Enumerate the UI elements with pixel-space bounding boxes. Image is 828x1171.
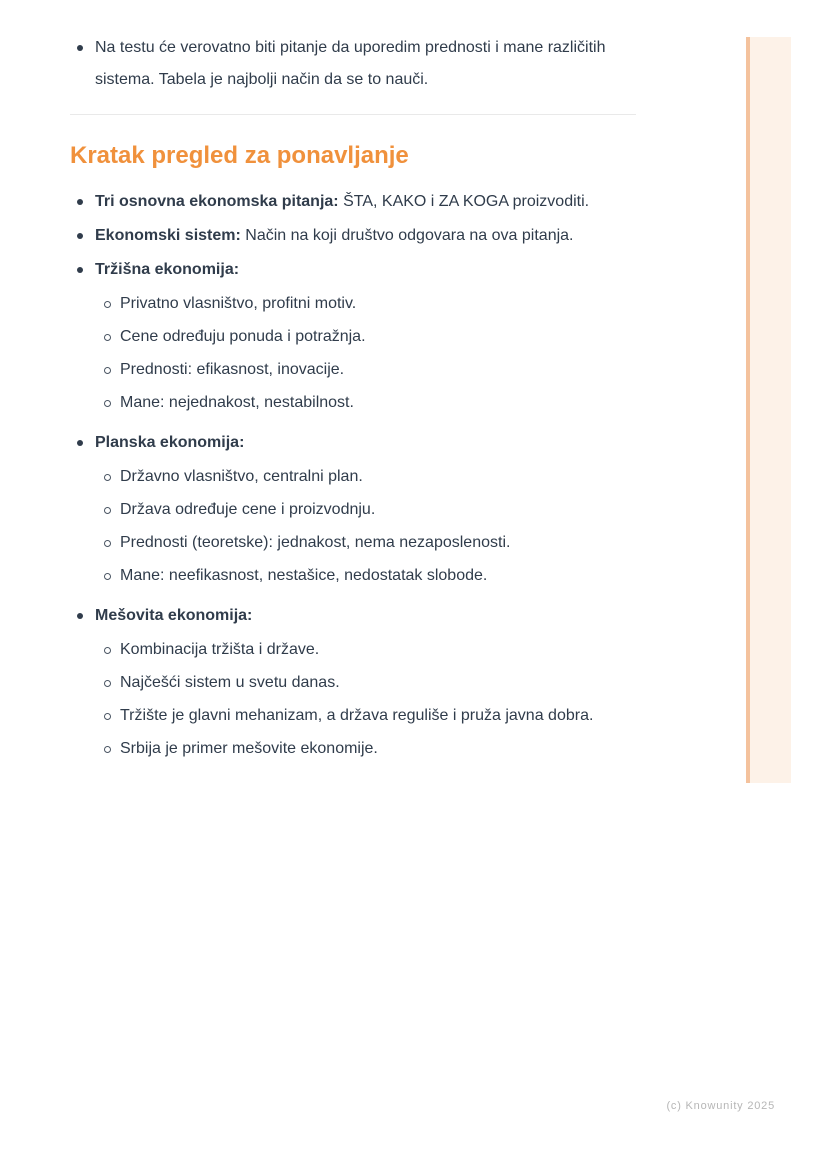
item-text: Mane: neefikasnost, nestašice, nedostatak slobode. bbox=[120, 567, 488, 584]
item-label: Planska ekonomija: bbox=[95, 434, 245, 451]
list-item bbox=[70, 634, 636, 666]
list-item bbox=[70, 427, 636, 459]
item-text: Kombinacija tržišta i države. bbox=[120, 641, 320, 658]
item-text: Mane: nejednakost, nestabilnost. bbox=[120, 394, 354, 411]
bullet-icon bbox=[77, 233, 83, 239]
item-label: Tri osnovna ekonomska pitanja: bbox=[95, 193, 339, 210]
item-text: Srbija je primer mešovite ekonomije. bbox=[120, 740, 378, 757]
circle-bullet-icon bbox=[104, 680, 111, 687]
item-label: Ekonomski sistem: bbox=[95, 227, 241, 244]
list-item bbox=[70, 667, 636, 699]
bullet-icon bbox=[77, 440, 83, 446]
circle-bullet-icon bbox=[104, 713, 111, 720]
bullet-icon bbox=[77, 613, 83, 619]
item-text: ŠTA, KAKO i ZA KOGA proizvoditi. bbox=[343, 193, 590, 210]
list-item bbox=[70, 527, 636, 559]
item-text: Tržište je glavni mehanizam, a država reguliše i pruža javna dobra. bbox=[120, 707, 594, 724]
item-text: Državno vlasništvo, centralni plan. bbox=[120, 468, 363, 485]
sub-list bbox=[70, 634, 636, 765]
circle-bullet-icon bbox=[104, 507, 111, 514]
circle-bullet-icon bbox=[104, 647, 111, 654]
list-item bbox=[70, 288, 636, 320]
list-item bbox=[70, 494, 636, 526]
item-label: Mešovita ekonomija: bbox=[95, 607, 253, 624]
divider bbox=[70, 114, 636, 115]
sub-list bbox=[70, 461, 636, 592]
circle-bullet-icon bbox=[104, 400, 111, 407]
circle-bullet-icon bbox=[104, 334, 111, 341]
sub-list bbox=[70, 288, 636, 419]
list-item bbox=[70, 461, 636, 493]
list-item bbox=[70, 700, 636, 732]
item-text: Najčešći sistem u svetu danas. bbox=[120, 674, 340, 691]
item-text: Prednosti: efikasnost, inovacije. bbox=[120, 361, 345, 378]
list-item bbox=[70, 32, 636, 96]
item-text: Cene određuju ponuda i potražnja. bbox=[120, 328, 366, 345]
copyright-footer: (c) Knowunity 2025 bbox=[666, 1100, 775, 1112]
item-text: Država određuje cene i proizvodnju. bbox=[120, 501, 376, 518]
list-item bbox=[70, 354, 636, 386]
intro-list bbox=[70, 32, 636, 96]
list-item bbox=[70, 733, 636, 765]
list-item bbox=[70, 560, 636, 592]
circle-bullet-icon bbox=[104, 367, 111, 374]
item-text: Na testu će verovatno biti pitanje da uporedim prednosti i mane različitih sistema. Tabela je najbolji način da se to nauči. bbox=[95, 39, 606, 88]
item-text: Način na koji društvo odgovara na ova pitanja. bbox=[245, 227, 574, 244]
section-heading: Kratak pregled za ponavljanje bbox=[70, 142, 409, 169]
list-item bbox=[70, 387, 636, 419]
summary-list bbox=[70, 186, 636, 765]
item-label: Tržišna ekonomija: bbox=[95, 261, 240, 278]
list-item bbox=[70, 220, 636, 252]
circle-bullet-icon bbox=[104, 540, 111, 547]
list-item bbox=[70, 321, 636, 353]
item-text: Prednosti (teoretske): jednakost, nema nezaposlenosti. bbox=[120, 534, 511, 551]
item-text: Privatno vlasništvo, profitni motiv. bbox=[120, 295, 357, 312]
list-item bbox=[70, 254, 636, 286]
document-content bbox=[70, 32, 636, 766]
circle-bullet-icon bbox=[104, 301, 111, 308]
bullet-icon bbox=[77, 45, 83, 51]
circle-bullet-icon bbox=[104, 746, 111, 753]
circle-bullet-icon bbox=[104, 573, 111, 580]
circle-bullet-icon bbox=[104, 474, 111, 481]
bullet-icon bbox=[77, 199, 83, 205]
bullet-icon bbox=[77, 267, 83, 273]
list-item bbox=[70, 600, 636, 632]
right-margin-stripe bbox=[746, 37, 791, 783]
list-item bbox=[70, 186, 636, 218]
